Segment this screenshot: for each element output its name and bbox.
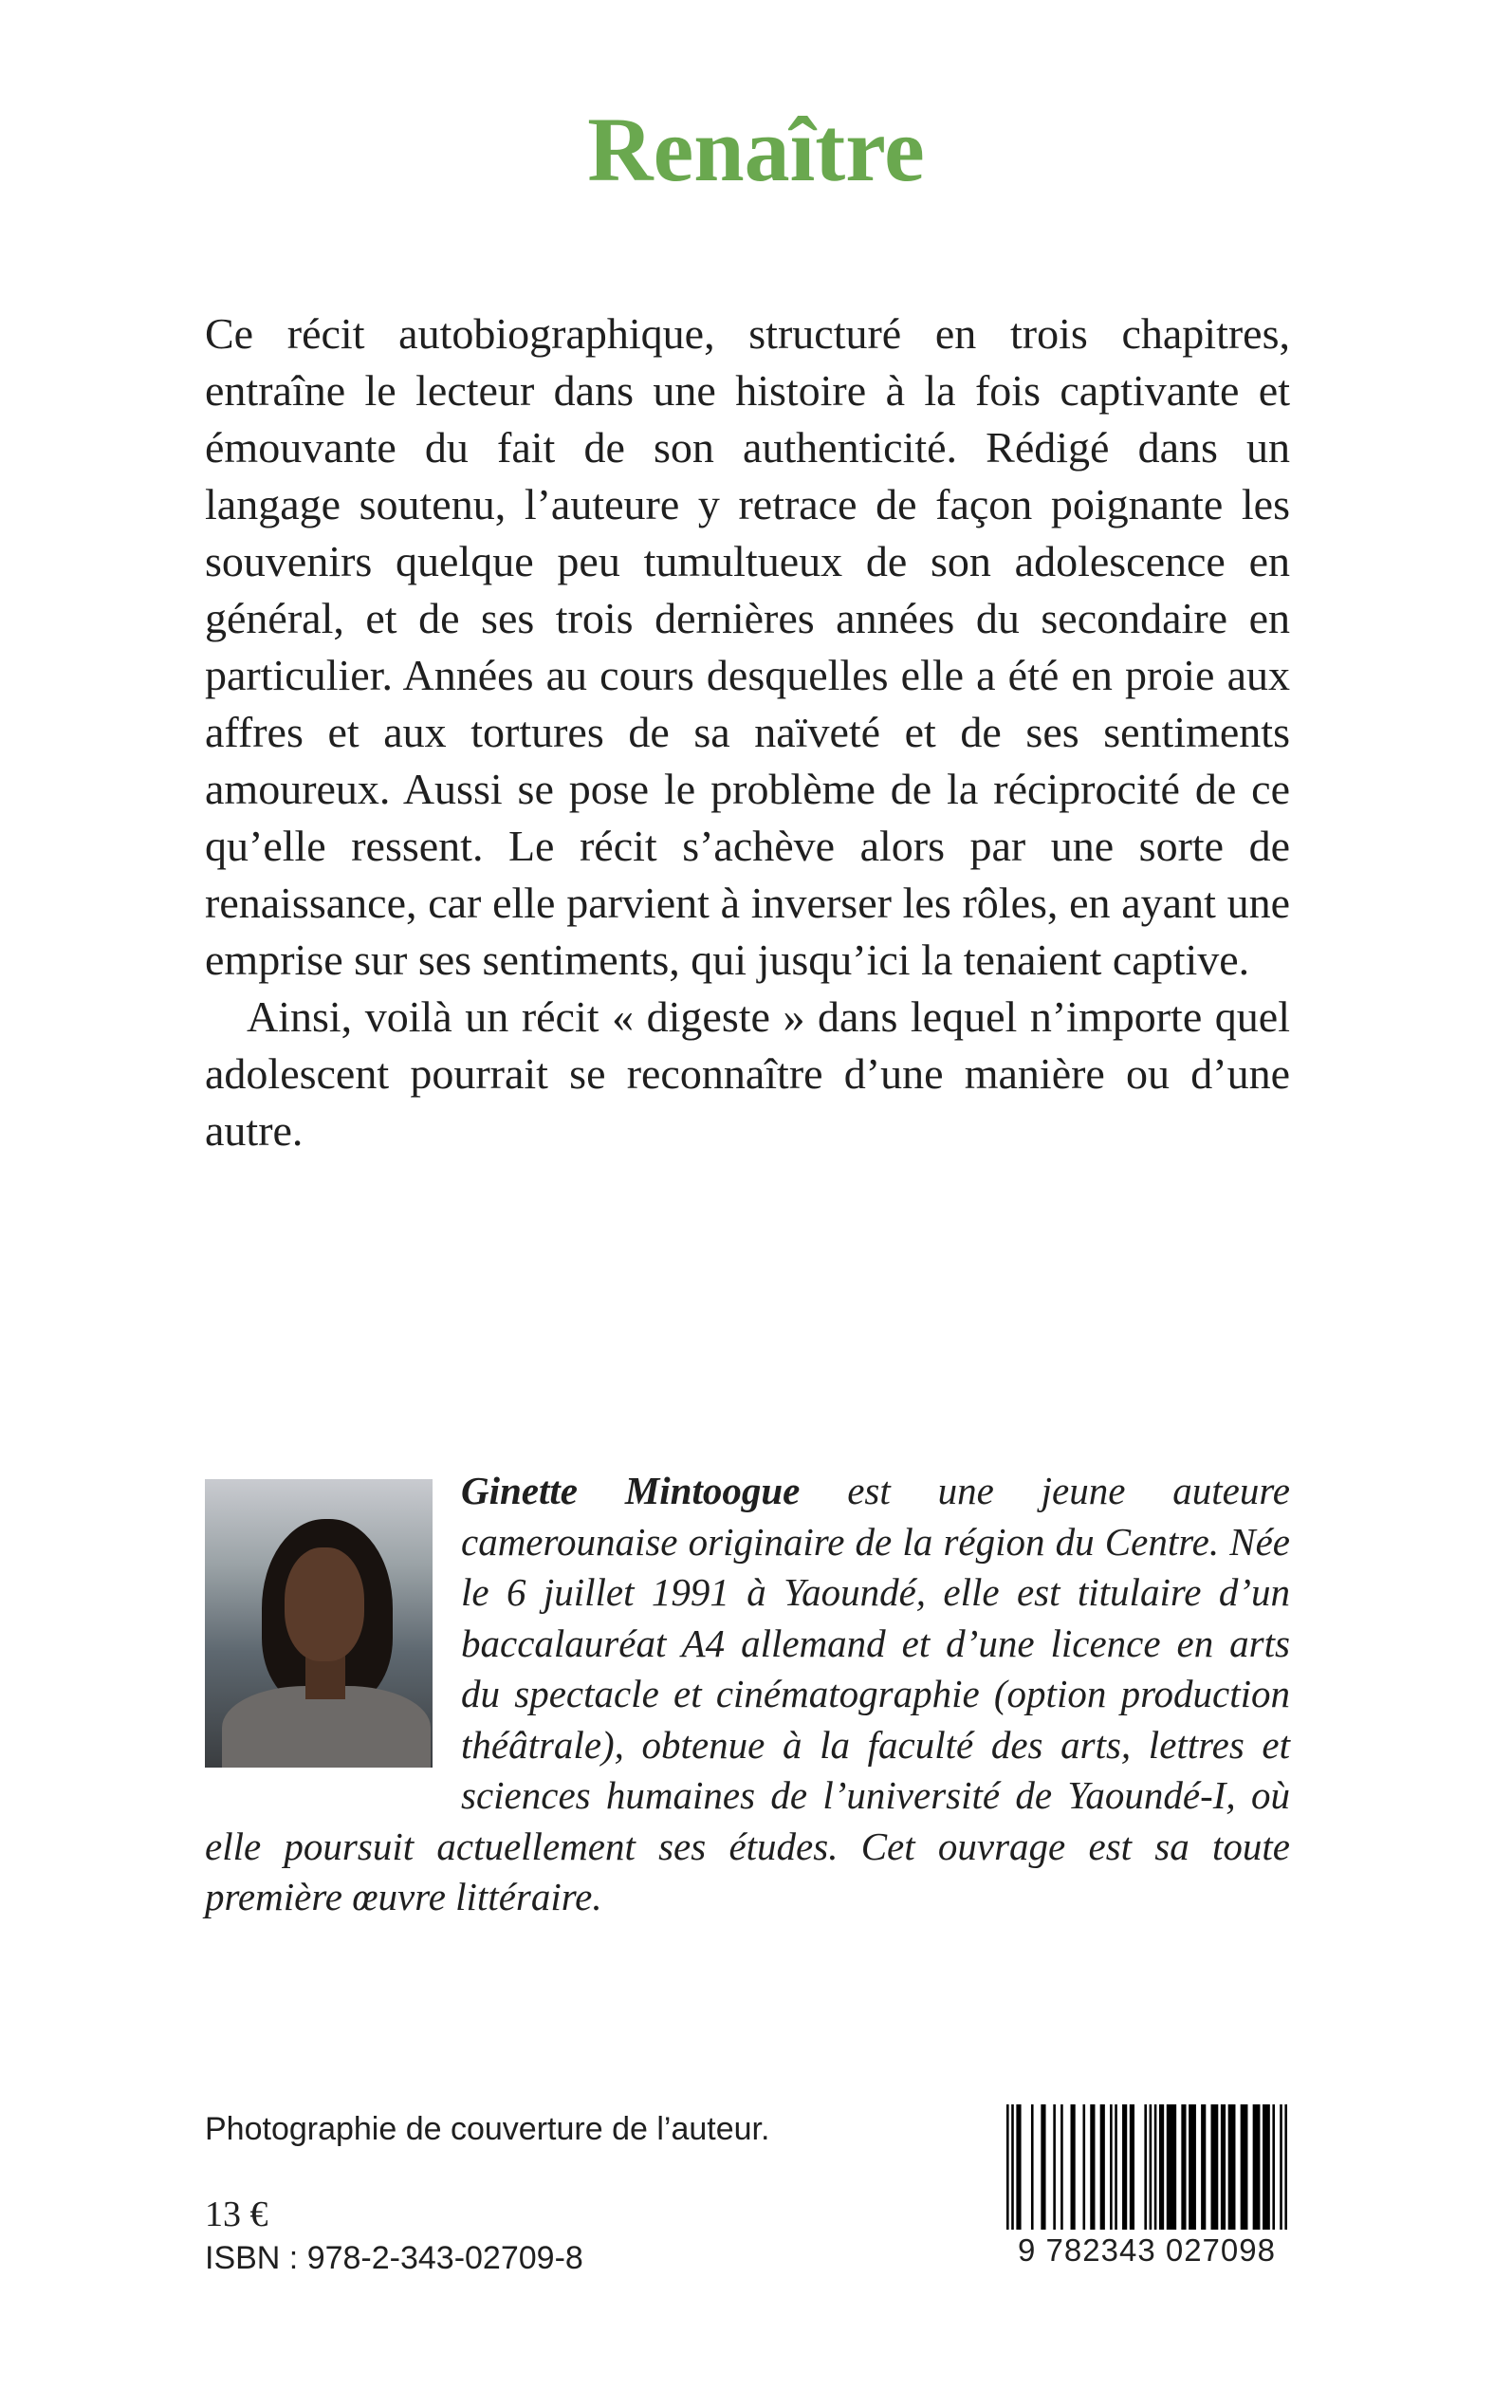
barcode-bar — [1253, 2104, 1261, 2237]
barcode-bar — [1016, 2104, 1021, 2237]
barcode-bar — [1031, 2104, 1034, 2237]
barcode-bar — [1110, 2104, 1113, 2237]
barcode-bar — [1053, 2104, 1056, 2237]
barcode-bar — [1181, 2104, 1186, 2237]
barcode-bar — [1130, 2104, 1134, 2237]
isbn: ISBN : 978-2-343-02709-8 — [205, 2240, 583, 2276]
summary-paragraph-2: Ainsi, voilà un récit « digeste » dans lequel n’importe quel adolescent pourrait se reconnaître d’une manière ou d’une autre. — [205, 992, 1290, 1155]
barcode-bar — [1011, 2104, 1014, 2237]
author-photo — [205, 1479, 433, 1768]
barcode-bar — [1263, 2104, 1270, 2237]
author-bio — [205, 1466, 1290, 1923]
book-title: Renaître — [587, 99, 925, 200]
barcode-bar — [1090, 2104, 1095, 2237]
barcode-bar — [1221, 2104, 1226, 2237]
photo-credit: Photographie de couverture de l’auteur. — [205, 2111, 770, 2147]
isbn-barcode — [1000, 2104, 1294, 2281]
barcode-bar — [1154, 2104, 1157, 2237]
barcode-bar — [1167, 2104, 1176, 2237]
barcode-bar — [1071, 2104, 1076, 2237]
barcode-bar — [1228, 2104, 1236, 2237]
barcode-bar — [1150, 2104, 1152, 2237]
barcode-bar — [1189, 2104, 1196, 2237]
barcode-bar — [1006, 2104, 1009, 2237]
author-name: Ginette Mintoogue — [461, 1469, 801, 1512]
barcode-bar — [1211, 2104, 1219, 2237]
book-summary — [205, 306, 1290, 1159]
barcode-bar — [1144, 2104, 1147, 2237]
barcode-bars — [1000, 2104, 1294, 2247]
barcode-bar — [1041, 2104, 1045, 2237]
barcode-bar — [1284, 2104, 1287, 2237]
summary-paragraph-1: Ce récit autobiographique, structuré en trois chapitres, entraîne le lecteur dans une histoire à la fois captivante et émouvante du fait de son authenticité. Rédigé dans un langage soutenu, l’auteure y retrace de façon poignante les souvenirs quelque peu tumultueux de son adolescence en général, et de ses trois dernières années du secondaire en particulier. Années au cours desquelles elle a été en proie aux affres et aux tortures de sa naïveté et de ses sentiments amoureux. Aussi se pose le problème de la réciprocité de ce qu’elle ressent. Le récit s’achève alors par une sorte de renaissance, car elle parvient à inverser les rôles, en ayant une emprise sur ses sentiments, qui jusqu’ici la tenaient captive. — [205, 309, 1290, 984]
barcode-bar — [1159, 2104, 1164, 2237]
barcode-digits: 9 782343 027098 — [1000, 2230, 1294, 2271]
barcode-bar — [1272, 2104, 1275, 2237]
barcode-bar — [1280, 2104, 1282, 2237]
barcode-bar — [1060, 2104, 1063, 2237]
barcode-bar — [1082, 2104, 1085, 2237]
bio-text: est une jeune auteure camerounaise originaire de la région du Centre. Née le 6 juillet 1991 à Yaoundé, elle est titulaire d’un baccalauréat A4 allemand et d’une licence en arts du spectacle et cinématographie (option production théâtrale), obtenue à la faculté des arts, lettres et sciences humaines de l’université de Yaoundé-I, où elle poursuit actuellement ses études. Cet ouvrage est sa toute première œuvre littéraire. — [205, 1469, 1290, 1918]
barcode-bar — [1241, 2104, 1248, 2237]
barcode-bar — [1201, 2104, 1206, 2237]
price: 13 € — [205, 2195, 268, 2234]
barcode-bar — [1100, 2104, 1105, 2237]
barcode-bar — [1115, 2104, 1117, 2237]
barcode-bar — [1122, 2104, 1127, 2237]
